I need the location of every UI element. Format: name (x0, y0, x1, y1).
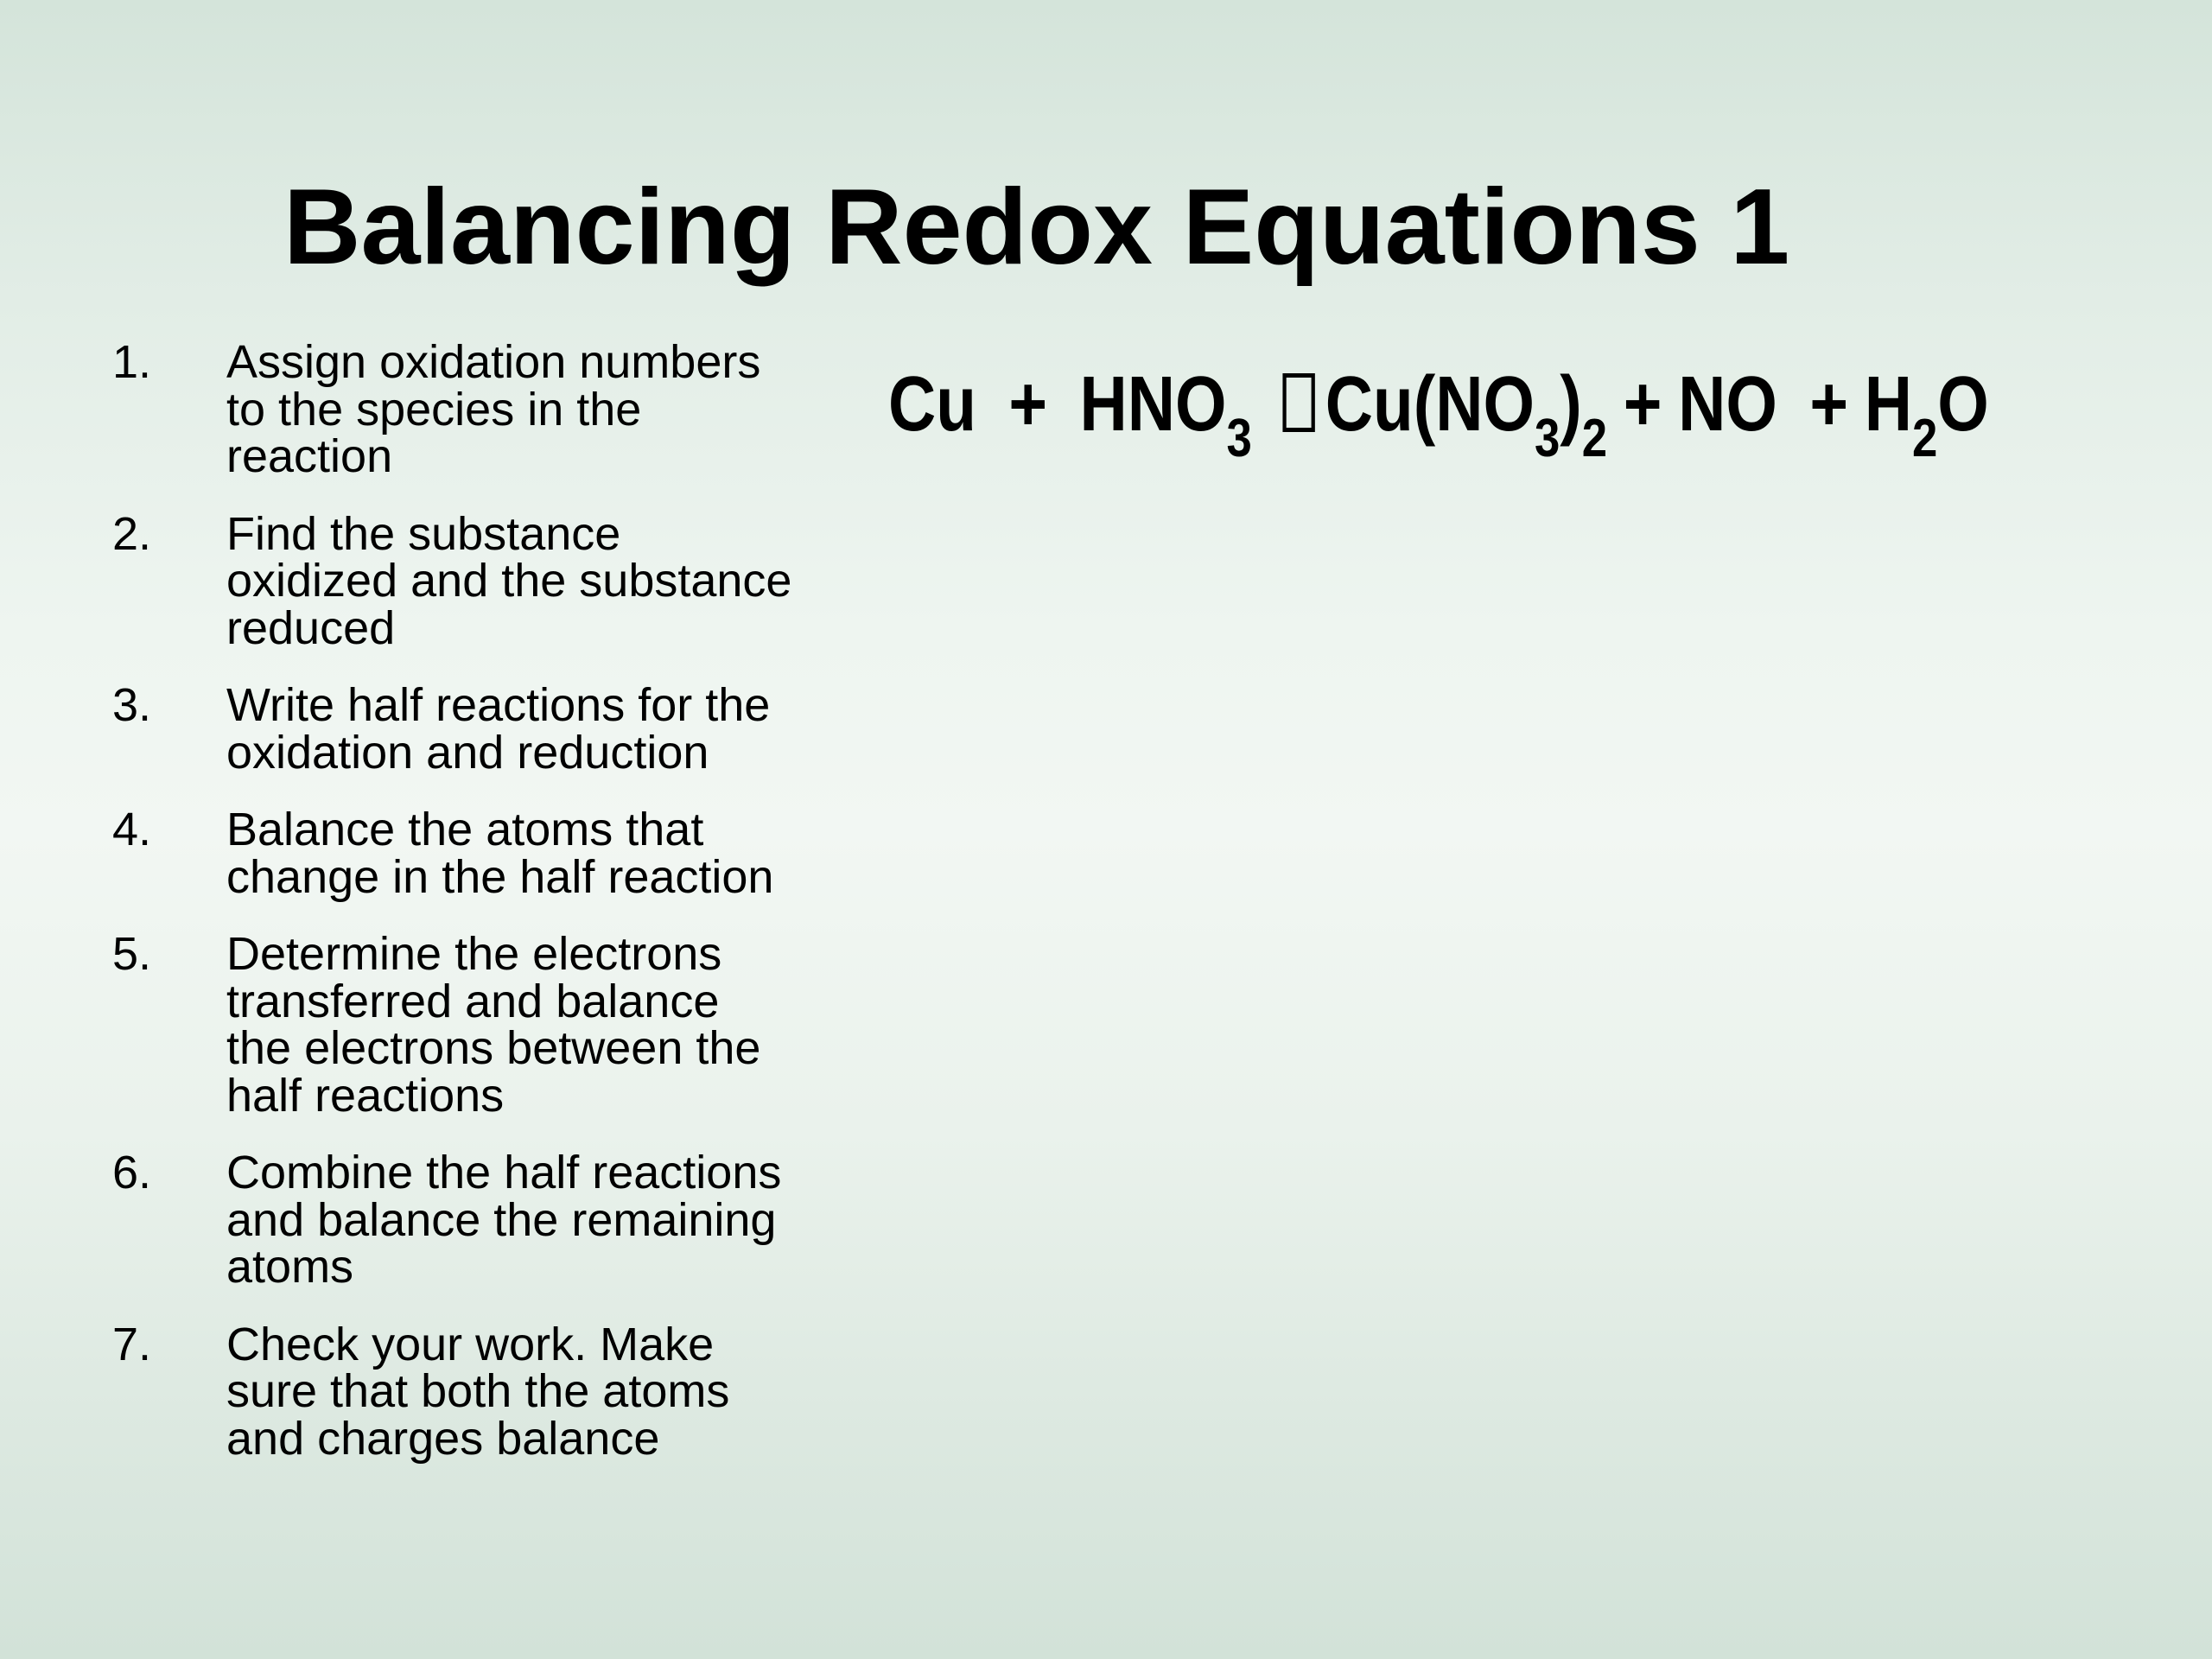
steps-list (112, 336, 855, 1492)
step-text-line: transferred and balance (226, 975, 720, 1027)
step-text-line: and charges balance (226, 1412, 660, 1465)
step-1 (112, 336, 855, 482)
step-text-line: atoms (226, 1241, 354, 1293)
chemical-equation: Cu + HNO3 Cu(NO3)2 + NO + H2O (888, 353, 1989, 456)
step-text-line: Combine the half reactions (226, 1147, 782, 1198)
reactant-nitric-acid: HNO (1079, 361, 1227, 448)
slide-title: Balancing Redox Equations 1 (283, 168, 1790, 287)
product-nitric-oxide: NO (1678, 361, 1777, 448)
step-text-line: Assign oxidation numbers (226, 336, 761, 388)
step-text-line: change in the half reaction (226, 850, 774, 903)
step-text-line: the electrons between the (226, 1022, 761, 1074)
step-text-line: Check your work. Make (226, 1318, 715, 1370)
product-copper-nitrate-part: Cu(NO (1325, 361, 1535, 448)
step-text-line: Write half reactions for the (226, 679, 771, 731)
product-water-h: H (1864, 361, 1912, 448)
step-text-line: to the species in the (226, 383, 642, 435)
step-4 (112, 804, 855, 903)
plus-sign: + (1623, 361, 1662, 448)
product-copper-nitrate-close: ) (1560, 361, 1582, 448)
step-text-line: oxidized and the substance (226, 555, 792, 607)
step-3 (112, 679, 855, 779)
step-2 (112, 507, 855, 654)
plus-sign: + (1809, 361, 1849, 448)
step-text-line: Determine the electrons (226, 928, 722, 980)
step-number: 5. (112, 928, 152, 980)
product-water-o: O (1937, 361, 1989, 448)
step-text-line: reduced (226, 601, 396, 654)
step-number: 3. (112, 679, 152, 731)
step-7 (112, 1318, 855, 1465)
reaction-arrow-icon (1282, 373, 1314, 432)
step-text-line: oxidation and reduction (226, 726, 709, 779)
step-number: 1. (112, 336, 152, 388)
step-text-line: sure that both the atoms (226, 1365, 730, 1417)
plus-sign: + (1008, 361, 1048, 448)
step-text-line: Find the substance (226, 507, 621, 560)
reactant-copper: Cu (888, 361, 976, 448)
step-number: 2. (112, 507, 152, 560)
step-number: 7. (112, 1318, 152, 1370)
step-number: 4. (112, 804, 152, 855)
step-text-line: half reactions (226, 1069, 505, 1122)
step-5 (112, 928, 855, 1122)
step-6 (112, 1149, 855, 1291)
step-text-line: and balance the remaining (226, 1193, 777, 1246)
step-text-line: Balance the atoms that (226, 804, 704, 855)
step-text-line: reaction (226, 430, 393, 482)
step-number: 6. (112, 1147, 152, 1198)
